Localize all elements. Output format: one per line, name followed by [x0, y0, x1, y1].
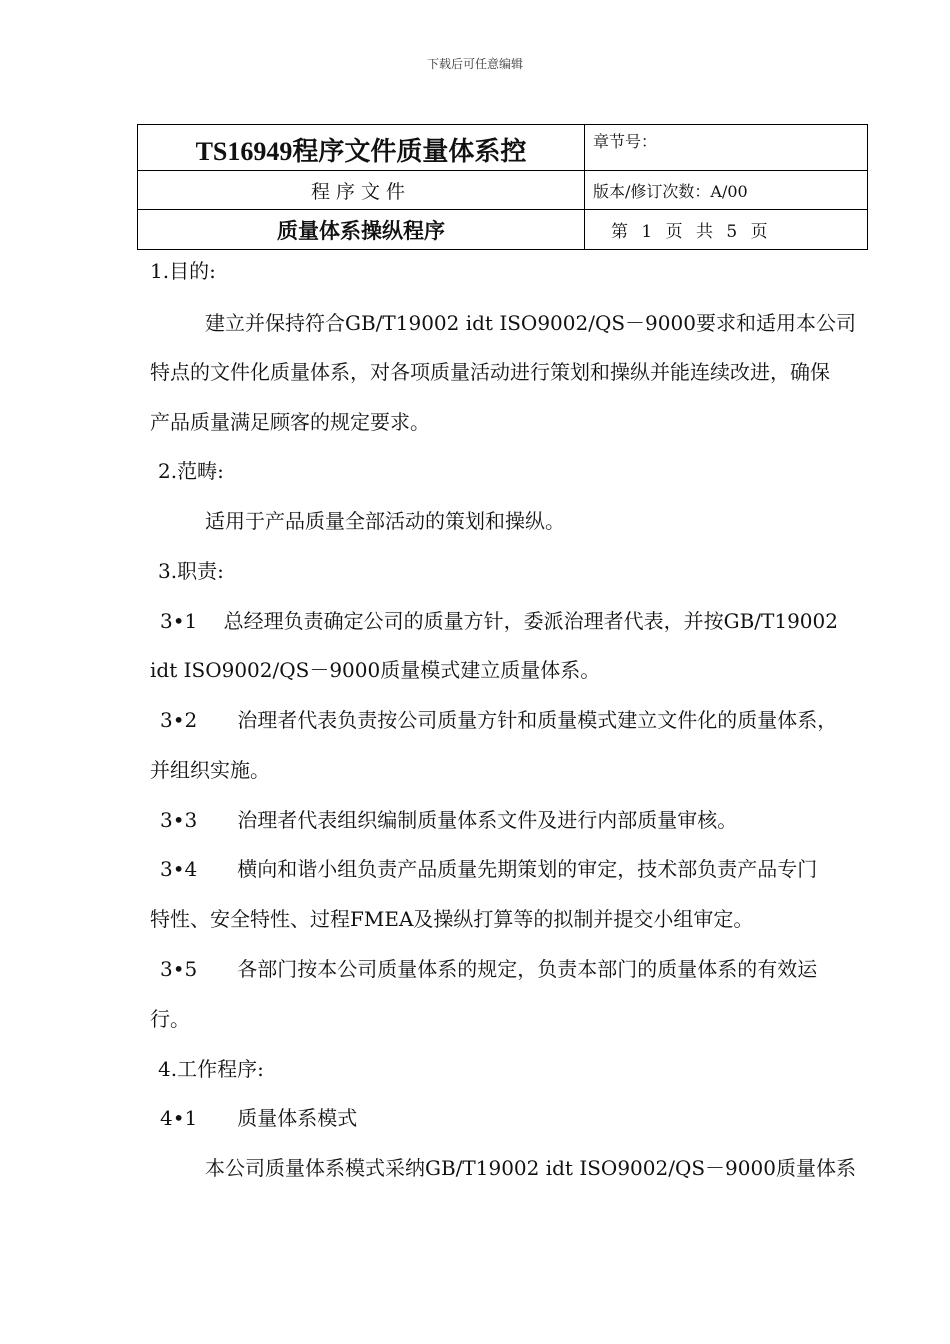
- paragraph-line: 适用于产品质量全部活动的策划和操纵。: [205, 509, 565, 533]
- paragraph-line: idt ISO9002/QS－9000质量模式建立质量体系。: [150, 658, 601, 682]
- section-heading-purpose: 1.目的:: [150, 259, 216, 283]
- paragraph-line: 建立并保持符合GB/T19002 idt ISO9002/QS－9000要求和适用本公司: [205, 311, 856, 335]
- document-type: 程序文件: [138, 171, 585, 210]
- version-label: 版本/修订次数：A/00: [585, 171, 868, 210]
- paragraph-line: 特点的文件化质量体系，对各项质量活动进行策划和操纵并能连续改进，确保: [150, 360, 830, 384]
- paragraph-line: 3•1 总经理负责确定公司的质量方针，委派治理者代表，并按GB/T19002: [160, 609, 838, 633]
- paragraph-line: 4•1 质量体系模式: [160, 1106, 358, 1130]
- page-info: 第 1 页 共 5 页: [585, 210, 868, 250]
- paragraph-line: 行。: [150, 1007, 190, 1031]
- paragraph-line: 3•2 治理者代表负责按公司质量方针和质量模式建立文件化的质量体系，: [160, 708, 838, 732]
- paragraph-line: 3•4 横向和谐小组负责产品质量先期策划的审定，技术部负责产品专门: [160, 857, 818, 881]
- paragraph-line: 产品质量满足顾客的规定要求。: [150, 410, 430, 434]
- section-heading-scope: 2.范畴:: [158, 459, 224, 483]
- paragraph-line: 特性、安全特性、过程FMEA及操纵打算等的拟制并提交小组审定。: [150, 907, 754, 931]
- document-header-table: [137, 124, 868, 250]
- paragraph-line: 3•5 各部门按本公司质量体系的规定，负责本部门的质量体系的有效运: [160, 957, 818, 981]
- paragraph-line: 3•3 治理者代表组织编制质量体系文件及进行内部质量审核。: [160, 808, 738, 832]
- section-heading-responsibilities: 3.职责:: [158, 559, 224, 583]
- section-heading-procedure: 4.工作程序:: [158, 1057, 264, 1081]
- document-title: TS16949程序文件质量体系控: [138, 125, 585, 171]
- paragraph-line: 并组织实施。: [150, 758, 270, 782]
- paragraph-line: 本公司质量体系模式采纳GB/T19002 idt ISO9002/QS－9000质量体系: [205, 1156, 856, 1180]
- document-name: 质量体系操纵程序: [138, 210, 585, 250]
- page-header: 下载后可任意编辑: [426, 57, 523, 71]
- chapter-label: 章节号：: [585, 125, 868, 171]
